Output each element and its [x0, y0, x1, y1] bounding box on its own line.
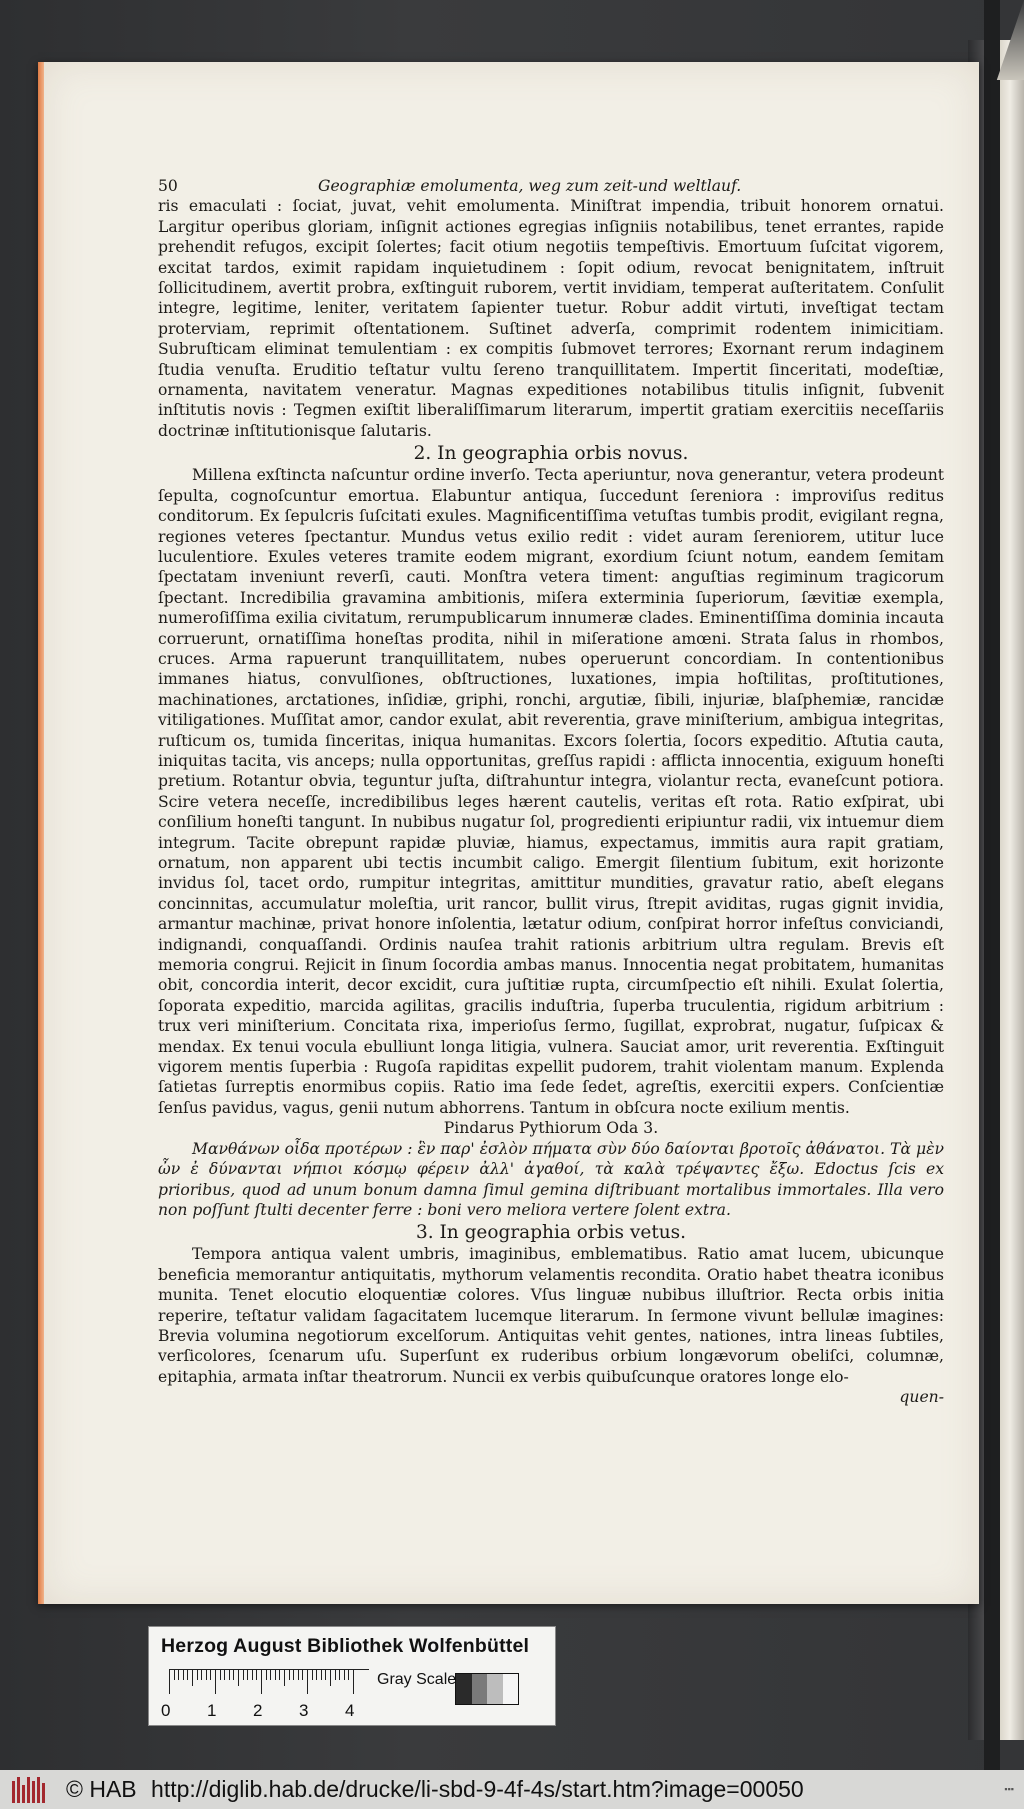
ruler-tick — [289, 1670, 290, 1680]
page-header — [158, 176, 944, 196]
ruler-label: 4 — [345, 1701, 355, 1720]
ruler-tick — [335, 1670, 336, 1680]
ruler-tick — [293, 1670, 294, 1680]
page-edge — [38, 62, 44, 1604]
ruler-labels — [161, 1701, 381, 1719]
ruler-tick — [174, 1670, 175, 1680]
ruler-tick — [344, 1670, 345, 1680]
ruler-tick — [183, 1670, 184, 1680]
ruler-label: 0 — [161, 1701, 171, 1720]
ruler-tick — [298, 1670, 299, 1680]
ruler-tick — [252, 1670, 253, 1680]
ruler-tick — [321, 1670, 322, 1680]
page-number: 50 — [158, 177, 178, 195]
ruler-label: 1 — [207, 1701, 217, 1720]
footer-marker: ▪▪▪ — [1004, 1784, 1014, 1794]
ruler-tick — [247, 1670, 248, 1680]
ruler-tick — [270, 1670, 271, 1680]
ruler-tick — [233, 1670, 234, 1680]
section-heading-2: 2. In geographia orbis novus. — [413, 443, 689, 465]
gray-scale-label: Gray Scale — [377, 1671, 457, 1688]
gray-swatch — [472, 1674, 488, 1704]
ruler-tick — [178, 1670, 179, 1680]
ruler-tick — [348, 1670, 349, 1680]
ruler-tick — [266, 1670, 267, 1680]
color-scale-card — [148, 1626, 556, 1726]
gray-swatch — [456, 1674, 472, 1704]
gray-swatch — [503, 1674, 519, 1704]
ruler-tick — [187, 1670, 188, 1680]
ruler — [169, 1669, 369, 1698]
footer-text — [66, 1776, 804, 1803]
running-head: Geographiæ emolumenta, weg zum zeit-und weltlauf. — [318, 177, 742, 195]
ruler-tick — [312, 1670, 313, 1680]
footer-bar — [0, 1770, 1024, 1809]
ruler-tick — [307, 1670, 308, 1694]
ruler-tick — [339, 1670, 340, 1680]
ruler-tick — [243, 1670, 244, 1680]
library-name: Herzog August Bibliothek Wolfenbüttel — [161, 1635, 530, 1657]
ruler-tick — [279, 1670, 280, 1680]
pindar-attribution: Pindarus Pythiorum Oda 3. — [443, 1119, 659, 1138]
ruler-label: 3 — [299, 1701, 309, 1720]
hab-logo-icon — [12, 1777, 48, 1803]
ruler-tick — [229, 1670, 230, 1680]
greek-quotation: Μανθάνων οἶδα προτέρων : ἓν παρ' ἐσλὸν πήματα σὺν δύο δαίονται βροτοῖς ἀθάνατοι. Τὰ μὲν ὦν ἐ δύνανται νήπιοι κόσμῳ φέρειν ἀλλ' ἀγαθοί, τὰ καλὰ τρέψαντες ἔξω. Edoctus ſcis ex prioribus, quod ad unum bonum damna ſimul gemina diſtribuant mortalibus immortales. Illa vero non poſſunt ſtulti decenter ferre : boni vero meliora vertere ſolent extra. — [158, 1139, 944, 1219]
ruler-tick — [197, 1670, 198, 1680]
page-text — [158, 176, 944, 1408]
permalink-link[interactable]: http://diglib.hab.de/drucke/li-sbd-9-4f-4s/start.htm?image=00050 — [151, 1776, 804, 1802]
ruler-tick — [325, 1670, 326, 1680]
ruler-tick — [284, 1670, 285, 1686]
paragraph-2: Millena exſtincta naſcuntur ordine inverſo. Tecta aperiuntur, nova generantur, vetera prodeunt ſepulta, cognoſcuntur emortua. Elabuntur antiqua, ſuccedunt ſereniora : improviſus reditus conditorum. Ex ſepulcris ſuſcitati exules. Magnificentiſſima vetuſtas tumbis prodit, evigilant regna, regiones veteres ſpectantur. Mundus vetus exilio redit : videt auram ſereniorem, utitur luce luculentiore. Exules veteres tramite eodem migrant, exordium ſciunt notum, eandem ſemitam ſpectatam inveniunt reverſi, cauti. Monſtra vetera timent: anguſtias regiminum tragicorum ſpectant. Incredibilia gravamina ambitionis, miſera exterminia ſuperiorum, ſævitiæ exempla, numeroſiſſima exilia civitatum, rerumpublicarum innumeræ clades. Eminentiſſima dominia incauta corruerunt, ornatiſſima honeſtas prodita, nihil in miſeratione amœni. Strata ſalus in rhombos, cruces. Arma rapuerunt tranquillitatem, nubes operuerunt concordiam. In contentionibus immanes hiatus, convulſiones, obſtructiones, luxationes, impia hoſtilitas, proſtitutiones, machinationes, arctationes, inſidiæ, griphi, ronchi, argutiæ, ſibili, injuriæ, blaſphemiæ, rancidæ vitiligationes. Muſſitat amor, candor exulat, abit reverentia, grave miniſterium, ambigua integritas, ruſticum os, tumida ſinceritas, iniqua humanitas. Excors ſolertia, ſocors expeditio. Aſtutia cauta, iniquitas tacita, vis anceps; nulla opportunitas, greſſus rapidi : afflicta innocentia, exiguum honeſti pretium. Rotantur obvia, teguntur juſta, diſtrahuntur integra, violantur recta, evaneſcunt potiora. Scire vetera neceſſe, incredibilibus leges hærent cautelis, veritas eſt rota. Ratio exſpirat, ubi conſilium honeſti tangunt. In nubibus nugatur ſol, progredienti eripiuntur radii, vix intuemur diem integrum. Tacite obrepunt rapidæ pluviæ, hiamus, expectamus, immitis aura rapit gratiam, ornatum, non apparent ubi tectis incumbit caligo. Emergit ſilentium ſubitum, exit horizonte invidus ſol, tacet ordo, rumpitur integritas, amittitur mundities, gravatur ratio, abeſt elegans concinnitas, accumulatur moleſtia, urit rancor, bullit virus, ſtrepit aviditas, rugas gignit invidia, armantur machinæ, privat honore inſolentia, lætatur odium, conſpirat horror infeſtus conviciandi, indignandi, conquaſſandi. Ordinis nauſea trahit rationis arbitrium ultra regulam. Brevis eſt memoria congrui. Rejicit in ſinum ſocordia ambas manus. Innocentia negat probitatem, humanitas obit, concordia interit, decor excidit, cura juſtitiæ rupta, circumſpectio eſt nihili. Exulat ſolertia, ſoporata expeditio, marcida agilitas, gracilis induſtria, ſuperba truculentia, rigidum arbitrium : trux veri miniſterium. Concitata rixa, imperioſus ſermo, ſugillat, exprobrat, nugatur, ſuſpicax & mendax. Ex tenui vocula ebulliunt longa litigia, vulnera. Sauciat amor, urit reverentia. Exſtinguit vigorem mentis ſuperbia : Rugoſa rapiditas expellit pudorem, trahit violentam manum. Explenda ſatietas ſurreptis enormibus copiis. Ratio ima ſede ſedet, agreſtis, exercitii expers. Conſcientiæ ſenſus pavidus, vagus, genii nutum abhorrens. Tantum in obſcura nocte exilium mentis. — [158, 466, 944, 1117]
ruler-tick — [169, 1670, 170, 1694]
paragraph-3: Tempora antiqua valent umbris, imaginibus, emblematibus. Ratio amat lucem, ubicunque beneficia memorantur antiquitatis, mythorum velamentis recondita. Oratio habet theatra iconibus munita. Tenet elocutio eloquentiæ colores. Vſus linguæ nubibus illuſtrior. Recta orbis initia reperire, teſtatur validam ſagacitatem lucemque literarum. In ſermone vivunt bellulæ imagines: Brevia volumina negotiorum excelſorum. Antiquitas vehit gentes, nationes, intra lineas ſubtiles, verſicolores, ſcenarum uſu. Superſunt ex ruderibus orbium longævorum obeliſci, columnæ, epitaphia, armata inſtar theatrorum. Nuncii ex verbis quibuſcunque oratores longe elo- — [158, 1245, 944, 1386]
ruler-tick — [261, 1670, 262, 1694]
gray-scale-swatches — [455, 1673, 519, 1705]
ruler-label: 2 — [253, 1701, 263, 1720]
paragraph-1: ris emaculati : ſociat, juvat, vehit emolumenta. Miniſtrat impendia, tribuit honorem ornatui. Largitur operibus gloriam, inſignit actiones egregias inſigniis notabilibus, tenet errantes, rapide prehendit refugos, excipit ſolertes; facit otium negotiis tempeſtivis. Emortuum ſuſcitat vigorem, excitat tardos, eximit rapidam inquietudinem : ſopit odium, revocat benignitatem, inſtruit ſollicitudinem, avertit probra, exſtinguit ruborem, vertit invidiam, temperat auſteritatem. Conſulit integre, legitime, leniter, veritatem ſapienter tuetur. Robur addit virtuti, inveſtigat tectam proterviam, reprimit oſtentationem. Suſtinet adverſa, comprimit rodentem inimicitiam. Subruſticam eliminat temulentiam : ex compitis ſubmovet terrores; Exornant rerum indaginem ſtudia venuſta. Eruditio teſtatur vultu ſereno tranquillitatem. Impertit ſinceritati, modeſtiæ, ornamenta, navitatem veneratur. Magnas expeditiones notabilibus titulis inſignit, ſubvenit inſtitutis novis : Tegmen exiſtit liberaliſſimarum literarum, impertit gratiam exercitiis neceſſariis doctrinæ inſtitutionisque ſalutaris. — [158, 197, 944, 440]
book-gutter — [984, 0, 1000, 1770]
ruler-tick — [275, 1670, 276, 1680]
catchword: quen- — [899, 1388, 944, 1407]
ruler-tick — [210, 1670, 211, 1680]
ruler-tick — [206, 1670, 207, 1680]
ruler-tick — [224, 1670, 225, 1680]
ruler-tick — [238, 1670, 239, 1686]
gray-swatch — [487, 1674, 503, 1704]
ruler-tick — [330, 1670, 331, 1686]
ruler-tick — [316, 1670, 317, 1680]
ruler-tick — [302, 1670, 303, 1680]
ruler-tick — [201, 1670, 202, 1680]
ruler-tick — [256, 1670, 257, 1680]
copyright-text: © HAB — [66, 1776, 137, 1802]
ruler-tick — [192, 1670, 193, 1686]
ruler-tick — [220, 1670, 221, 1680]
ruler-tick — [353, 1670, 354, 1694]
section-heading-3: 3. In geographia orbis vetus. — [415, 1222, 687, 1244]
ruler-tick — [215, 1670, 216, 1694]
